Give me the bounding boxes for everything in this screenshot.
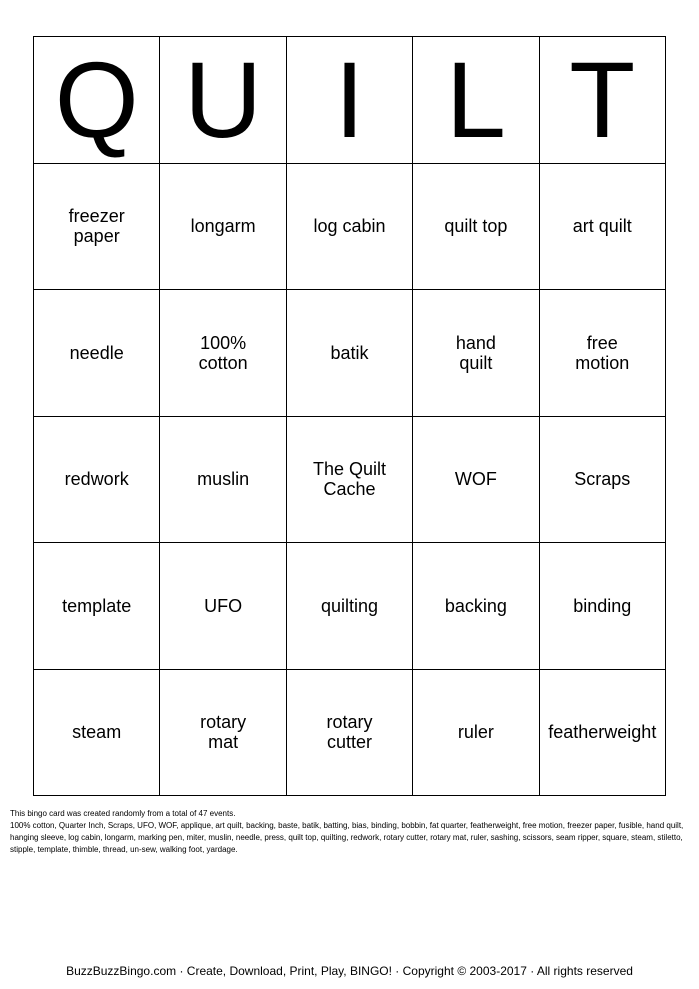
bingo-cell <box>34 164 160 291</box>
cell-text: WOF <box>454 469 497 490</box>
cell-text: hand quilt <box>455 332 496 373</box>
bingo-cell <box>287 670 413 797</box>
cell-text: featherweight <box>548 722 657 743</box>
cell-text: free motion <box>575 332 630 373</box>
cell-text: log cabin <box>313 216 386 237</box>
cell-text: steam <box>72 722 122 743</box>
bingo-cell <box>540 543 666 670</box>
bingo-cell <box>34 543 160 670</box>
bingo-cell <box>413 290 539 417</box>
bingo-cell <box>287 290 413 417</box>
bingo-cell <box>160 290 286 417</box>
cell-text: quilt top <box>444 216 508 237</box>
bingo-cell <box>540 164 666 291</box>
bingo-cell <box>160 164 286 291</box>
bingo-cell <box>34 670 160 797</box>
bingo-cell <box>34 417 160 544</box>
cell-text: batik <box>330 342 369 363</box>
cell-text: freezer paper <box>68 206 125 247</box>
cell-text: backing <box>444 595 507 616</box>
info-summary: This bingo card was created randomly from a total of 47 events. <box>10 809 236 818</box>
bingo-cell <box>413 417 539 544</box>
cell-text: rotary mat <box>200 712 247 753</box>
cell-text: 100% cotton <box>198 332 248 373</box>
bingo-cell <box>160 670 286 797</box>
header-letter: U <box>184 38 263 160</box>
bingo-cell <box>540 290 666 417</box>
header-letter: Q <box>54 38 139 160</box>
header-letter: L <box>445 38 506 160</box>
cell-text: redwork <box>64 469 129 490</box>
header-cell-t <box>540 37 666 164</box>
header-letter: I <box>334 38 365 160</box>
cell-text: template <box>62 595 132 616</box>
cell-text: rotary cutter <box>326 712 373 753</box>
footer-credit: BuzzBuzzBingo.com · Create, Download, Print, Play, BINGO! · Copyright © 2003-2017 · All rights reserved <box>66 964 633 978</box>
header-letter: T <box>569 38 636 160</box>
header-cell-i <box>287 37 413 164</box>
bingo-cell <box>413 670 539 797</box>
header-cell-q <box>34 37 160 164</box>
cell-text: muslin <box>197 469 250 490</box>
info-event-list: 100% cotton, Quarter Inch, Scraps, UFO, WOF, applique, art quilt, backing, baste, batik, batting, bias, binding, bobbin, fat quarter, featherweight, free motion, freezer paper, fusible, hand quilt, hanging sleeve, log cabin, longarm, marking pen, miter, muslin, needle, press, quilt top, quilting, redwork, rotary cutter, rotary mat, ruler, sashing, scissors, seam ripper, square, steam, stiletto, stipple, template, thimble, thread, un-sew, walking foot, yardage. <box>10 821 684 854</box>
bingo-cell <box>413 543 539 670</box>
bingo-cell <box>34 290 160 417</box>
bingo-cell <box>160 417 286 544</box>
card-info <box>10 808 692 856</box>
cell-text: ruler <box>457 722 494 743</box>
bingo-cell <box>540 670 666 797</box>
header-cell-l <box>413 37 539 164</box>
bingo-cell <box>287 417 413 544</box>
cell-text: binding <box>573 595 632 616</box>
cell-text: art quilt <box>572 216 632 237</box>
bingo-cell <box>540 417 666 544</box>
cell-text: UFO <box>204 595 243 616</box>
cell-text: quilting <box>320 595 379 616</box>
cell-text: The Quilt Cache <box>312 459 386 500</box>
bingo-cell <box>160 543 286 670</box>
bingo-cell <box>287 164 413 291</box>
cell-text: needle <box>69 342 124 363</box>
bingo-cell <box>287 543 413 670</box>
bingo-card <box>33 36 666 796</box>
header-cell-u <box>160 37 286 164</box>
bingo-cell <box>413 164 539 291</box>
cell-text: Scraps <box>574 469 631 490</box>
cell-text: longarm <box>190 216 256 237</box>
